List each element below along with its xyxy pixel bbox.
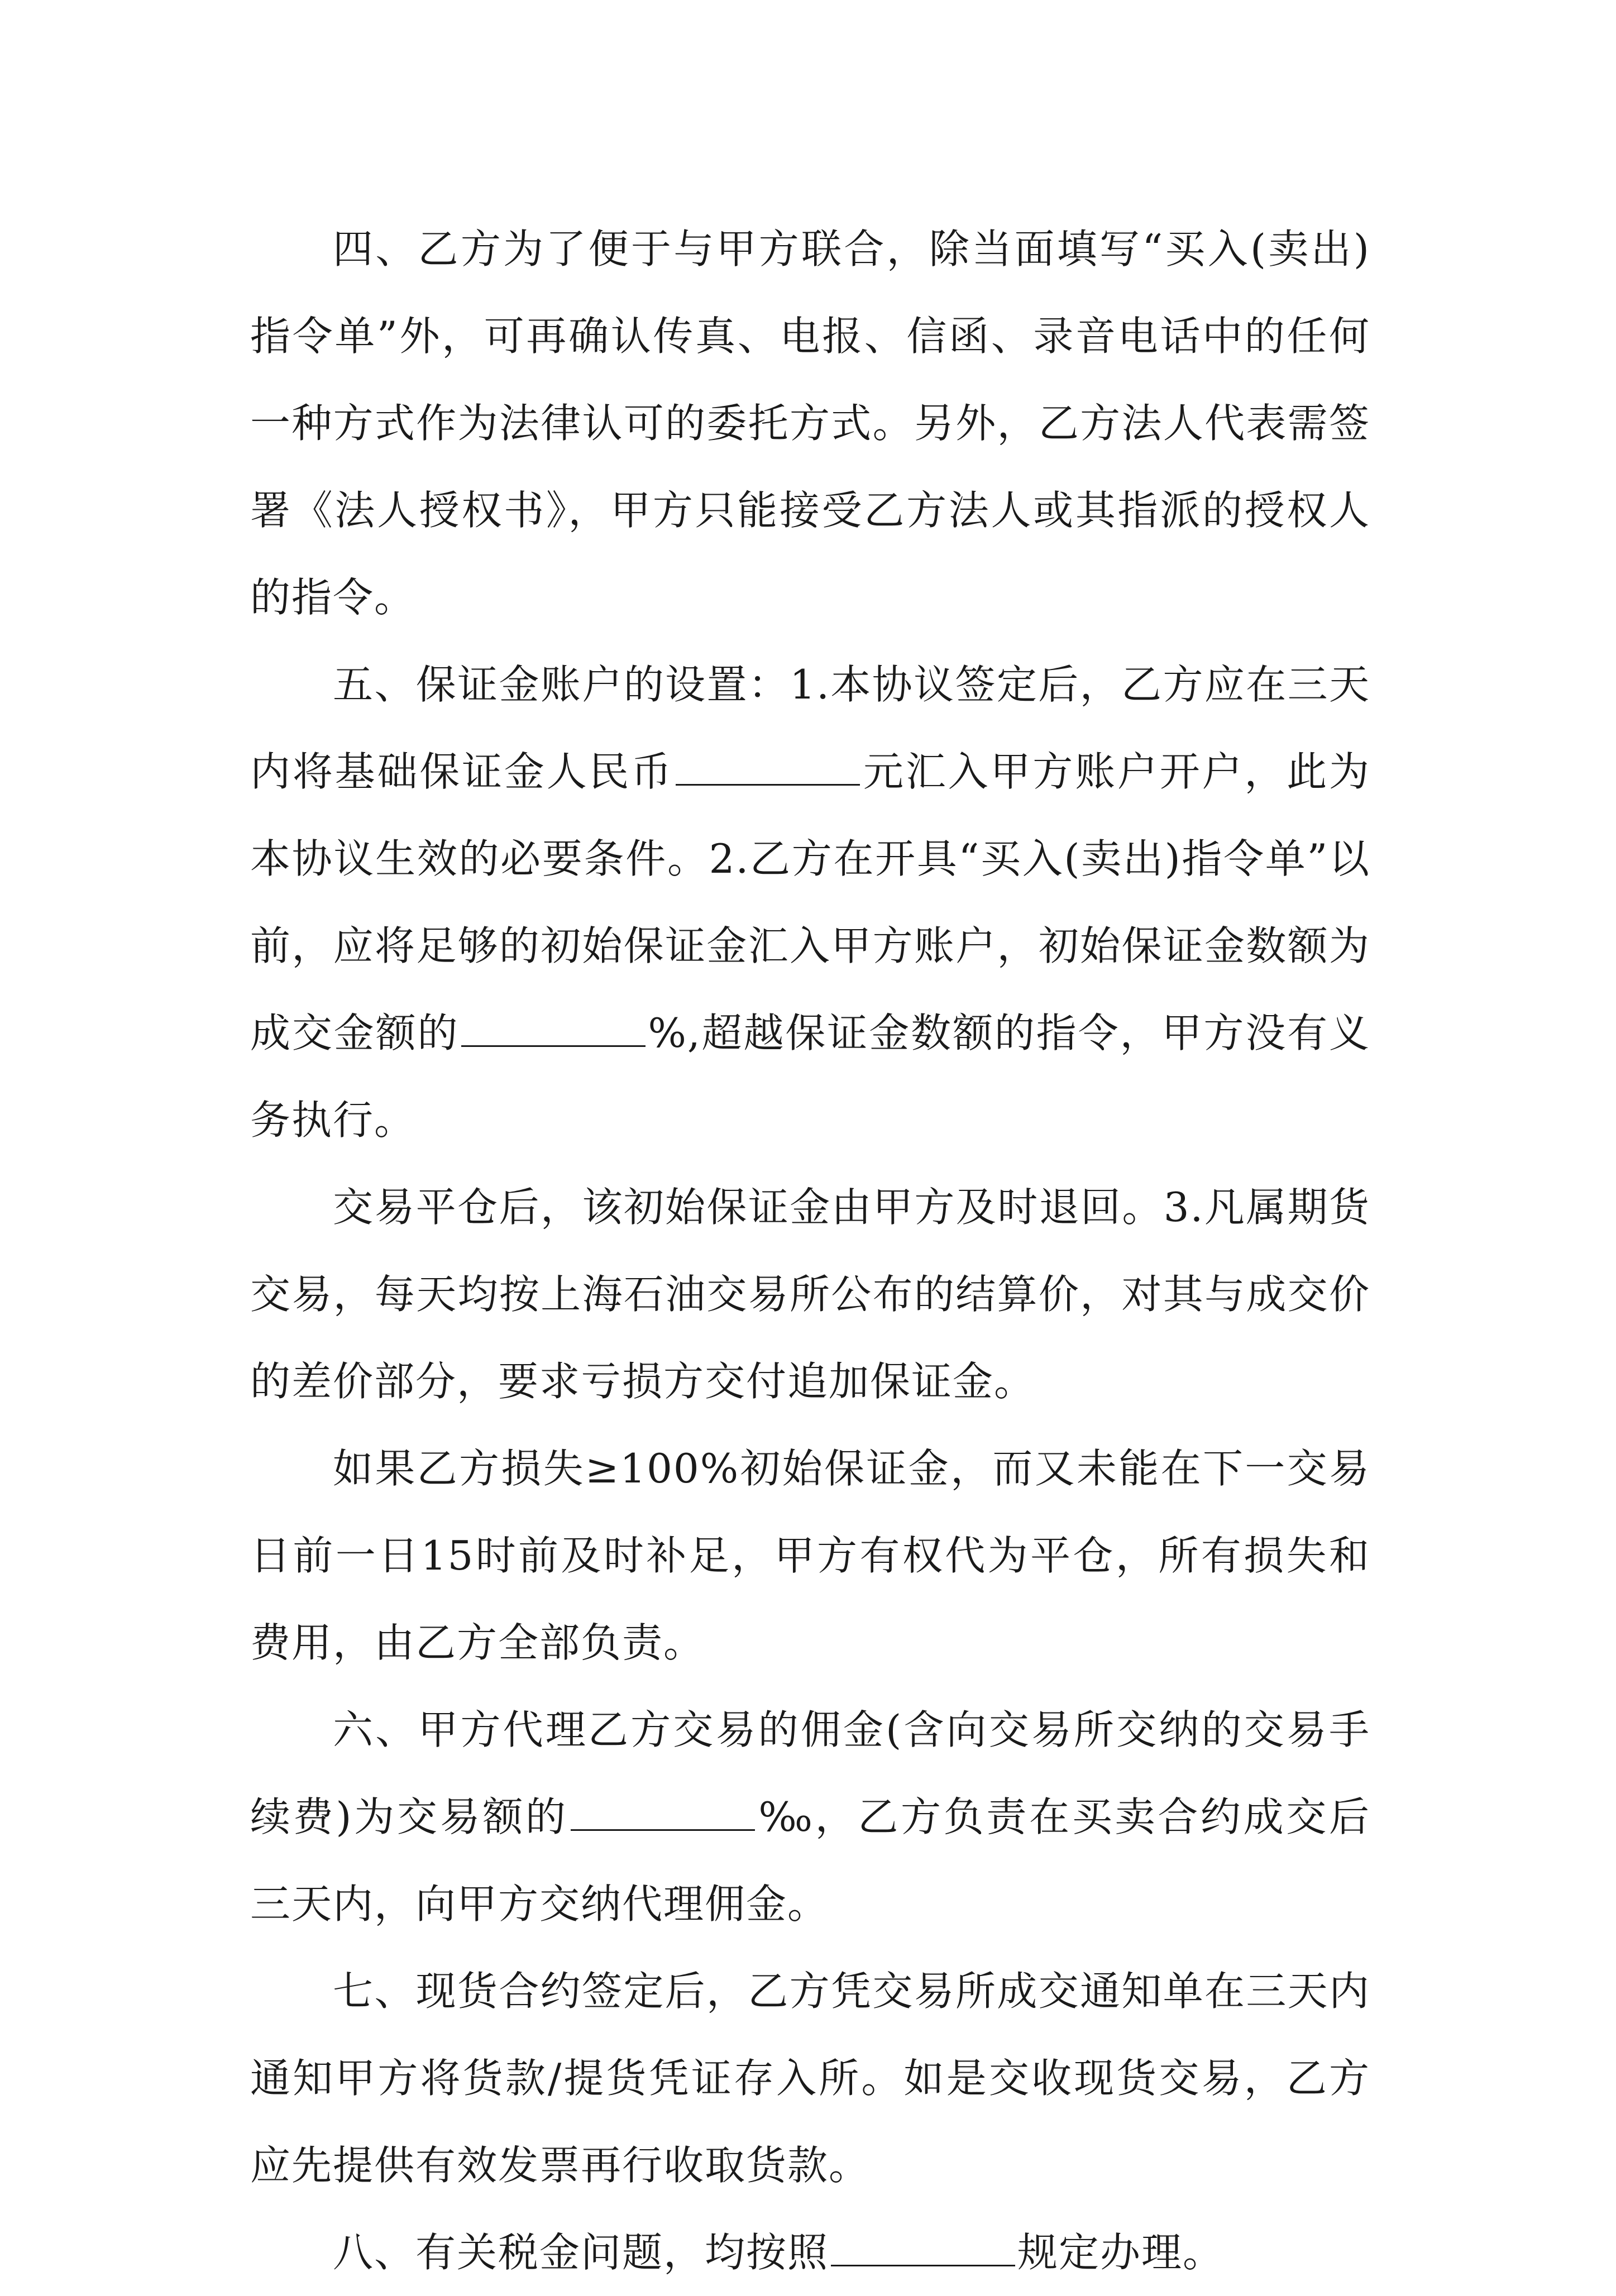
clause-4-paragraph xyxy=(250,205,1370,641)
clause-5-text-part2: 元汇入甲方账户开户，此为本协议生效的必要条件。2.乙方在开具“买入(卖出)指令单”以前，应将足够的初始保证金汇入甲方账户，初始保证金数额为成交金额的 xyxy=(250,748,1370,1056)
commission-rate-blank xyxy=(571,1793,755,1831)
clause-8-text-part2: 规定办理。 xyxy=(1017,2229,1225,2276)
clause-6-text-part2: ‰，乙方负责在买卖合约成交后三天内，向甲方交纳代理佣金。 xyxy=(250,1793,1370,1927)
clause-5-text-part1: 五、保证金账户的设置：1.本协议签定后，乙方应在三天内将基础保证金人民币 xyxy=(250,661,1370,795)
settlement-text: 交易平仓后，该初始保证金由甲方及时退回。3.凡属期货交易，每天均按上海石油交易所公布的结算价，对其与成交价的差价部分，要求亏损方交付追加保证金。 xyxy=(250,1184,1370,1405)
document-body xyxy=(250,205,1370,2296)
settlement-paragraph xyxy=(250,1164,1370,1425)
clause-8-paragraph xyxy=(250,2209,1370,2296)
clause-8-text-part1: 八、有关税金问题，均按照 xyxy=(333,2229,829,2276)
clause-4-text: 四、乙方为了便于与甲方联合，除当面填写“买入(卖出)指令单”外，可再确认传真、电报、信函、录音电话中的任何一种方式作为法律认可的委托方式。另外，乙方法人代表需签署《法人授权书》，甲方只能接受乙方法人或其指派的授权人的指令。 xyxy=(250,226,1370,621)
clause-7-text: 七、现货合约签定后，乙方凭交易所成交通知单在三天内通知甲方将货款/提货凭证存入所。如是交收现货交易，乙方应先提供有效发票再行收取货款。 xyxy=(250,1968,1370,2189)
clause-6-text-part1: 六、甲方代理乙方交易的佣金(含向交易所交纳的交易手续费)为交易额的 xyxy=(250,1706,1370,1840)
clause-5-text-part3: %,超越保证金数额的指令，甲方没有义务执行。 xyxy=(250,1010,1370,1144)
loss-text: 如果乙方损失≥100%初始保证金，而又未能在下一交易日前一日15时前及时补足，甲方有权代为平仓，所有损失和费用，由乙方全部负责。 xyxy=(250,1445,1370,1666)
loss-paragraph xyxy=(250,1425,1370,1686)
clause-6-paragraph xyxy=(250,1686,1370,1948)
clause-7-paragraph xyxy=(250,1948,1370,2209)
tax-regulation-blank xyxy=(831,2228,1015,2266)
deposit-amount-blank xyxy=(676,748,860,786)
clause-5-paragraph xyxy=(250,641,1370,1164)
margin-percent-blank xyxy=(461,1009,646,1047)
